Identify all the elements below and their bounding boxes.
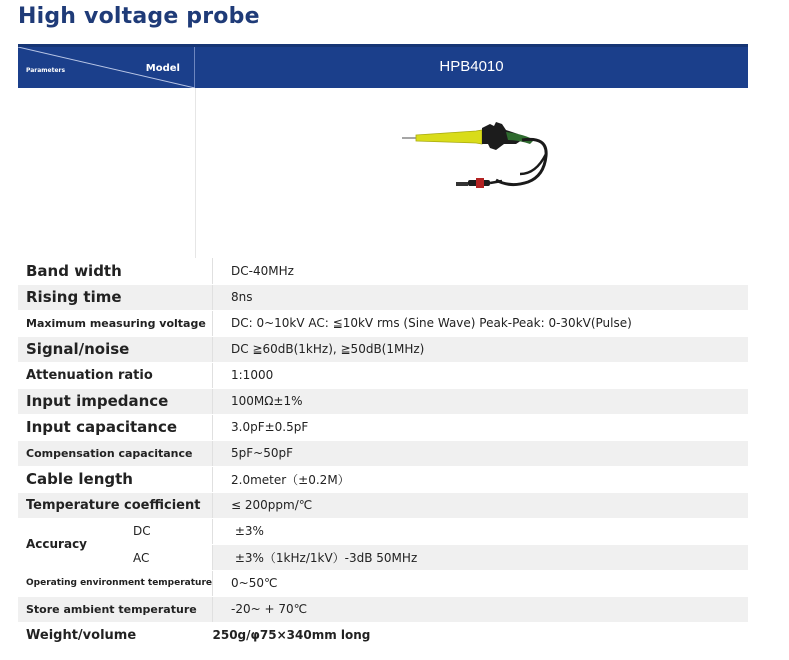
row-name: Maximum measuring voltage bbox=[18, 310, 213, 336]
table-row bbox=[18, 492, 748, 518]
row-value: DC: 0~10kV AC: ≦10kV rms (Sine Wave) Peak-Peak: 0-30kV(Pulse) bbox=[213, 310, 749, 336]
row-value: 1:1000 bbox=[213, 362, 749, 388]
row-name: Weight/volume bbox=[18, 622, 213, 648]
table-row bbox=[18, 258, 748, 284]
table-row bbox=[18, 466, 748, 492]
spec-table bbox=[18, 258, 748, 649]
row-value: 250g/φ75×340mm long bbox=[213, 622, 749, 648]
row-value: 3.0pF±0.5pF bbox=[213, 414, 749, 440]
table-row bbox=[18, 336, 748, 362]
accuracy-dc-label: DC bbox=[133, 524, 151, 538]
table-row bbox=[18, 388, 748, 414]
product-image-area bbox=[18, 88, 748, 258]
table-row bbox=[18, 570, 748, 596]
row-value: DC ≧60dB(1kHz), ≧50dB(1MHz) bbox=[213, 336, 749, 362]
row-name: Operating environment temperature bbox=[18, 570, 213, 596]
row-name: Rising time bbox=[18, 284, 213, 310]
table-row bbox=[18, 518, 748, 544]
header-corner-cell bbox=[18, 47, 195, 88]
row-value: 2.0meter（±0.2M） bbox=[213, 466, 749, 492]
row-value: -20~ + 70℃ bbox=[213, 596, 749, 622]
row-name: Temperature coefficient bbox=[18, 492, 213, 518]
table-row bbox=[18, 622, 748, 648]
page-title: High voltage probe bbox=[18, 4, 260, 29]
accuracy-ac-label: AC bbox=[133, 550, 150, 565]
row-value: DC-40MHz bbox=[213, 258, 749, 284]
row-value: 8ns bbox=[213, 284, 749, 310]
image-divider bbox=[195, 88, 196, 258]
row-name: Cable length bbox=[18, 466, 213, 492]
row-name: Signal/noise bbox=[18, 336, 213, 362]
probe-photo-icon bbox=[398, 118, 568, 228]
row-name: Input impedance bbox=[18, 388, 213, 414]
row-value: ≤ 200ppm/℃ bbox=[213, 492, 749, 518]
accuracy-dc-cell bbox=[133, 518, 749, 544]
row-name: Input capacitance bbox=[18, 414, 213, 440]
row-value: 0~50℃ bbox=[213, 570, 749, 596]
table-row bbox=[18, 284, 748, 310]
table-row bbox=[18, 596, 748, 622]
row-value: 100MΩ±1% bbox=[213, 388, 749, 414]
row-name: Band width bbox=[18, 258, 213, 284]
table-row bbox=[18, 414, 748, 440]
parameters-label: Parameters bbox=[26, 67, 66, 74]
table-header bbox=[18, 44, 748, 88]
row-name: Compensation capacitance bbox=[18, 440, 213, 466]
row-value: 5pF~50pF bbox=[213, 440, 749, 466]
table-row bbox=[18, 310, 748, 336]
model-name: HPB4010 bbox=[439, 58, 504, 75]
accuracy-ac-cell bbox=[133, 544, 749, 570]
row-name: Store ambient temperature bbox=[18, 596, 213, 622]
table-row bbox=[18, 362, 748, 388]
accuracy-dc-value: ±3% bbox=[234, 524, 264, 538]
model-label: Model bbox=[145, 63, 180, 74]
accuracy-ac-value: ±3%（1kHz/1kV）-3dB 50MHz bbox=[234, 550, 418, 565]
row-name: Attenuation ratio bbox=[18, 362, 213, 388]
table-row bbox=[18, 440, 748, 466]
accuracy-label-text: Accuracy bbox=[26, 537, 88, 551]
